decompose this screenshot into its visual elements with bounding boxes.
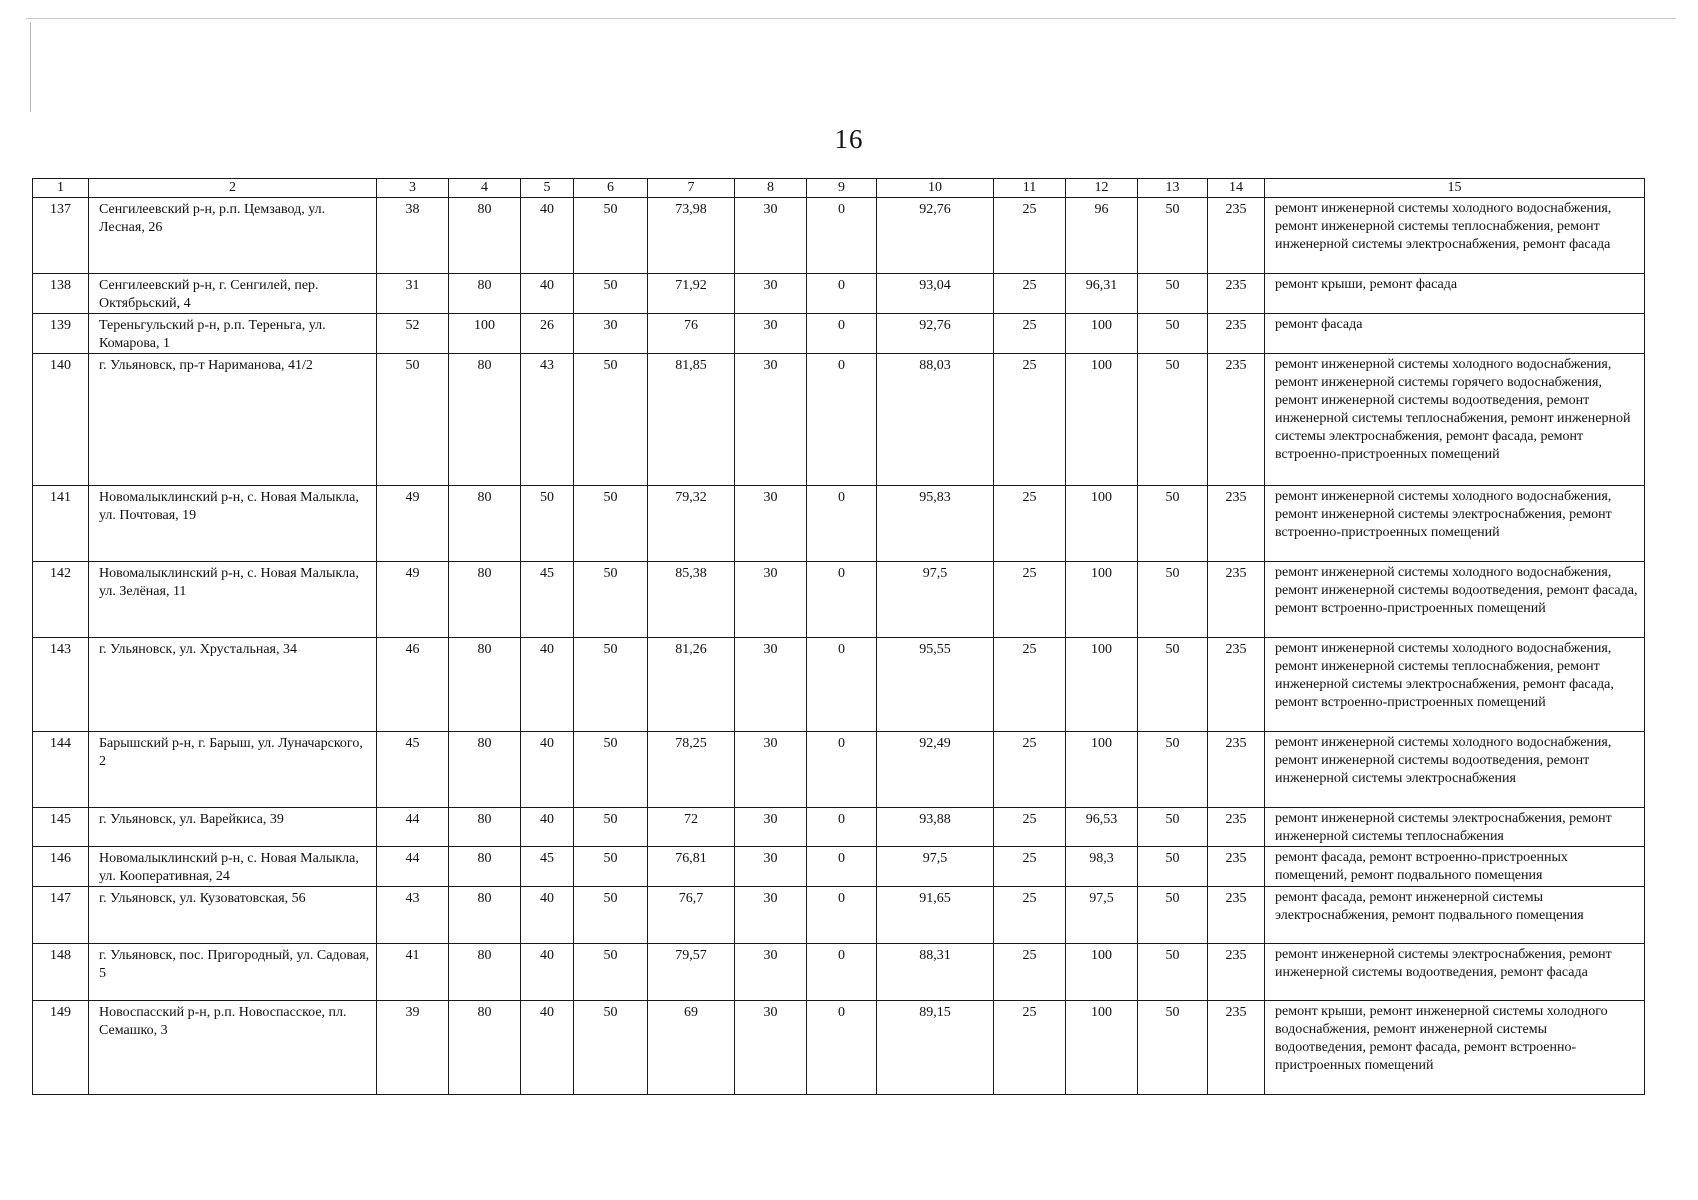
value-cell: 235 [1208,732,1265,808]
value-cell: 0 [807,887,877,944]
value-cell: 25 [994,1001,1066,1095]
value-cell: 50 [574,198,648,274]
value-cell: 76,81 [648,847,735,887]
value-cell: 50 [1138,638,1208,732]
value-cell: 80 [449,732,521,808]
value-cell: 50 [1138,314,1208,354]
value-cell: 97,5 [1066,887,1138,944]
value-cell: 25 [994,314,1066,354]
value-cell: 30 [735,732,807,808]
value-cell: 50 [574,732,648,808]
column-header: 11 [994,179,1066,198]
value-cell: 85,38 [648,562,735,638]
value-cell: 50 [1138,847,1208,887]
value-cell: 235 [1208,808,1265,847]
value-cell: 40 [521,808,574,847]
works-cell: ремонт инженерной системы холодного водоснабжения, ремонт инженерной системы электроснабжения, ремонт встроенно-пристроенных помещений [1265,486,1645,562]
works-cell: ремонт крыши, ремонт фасада [1265,274,1645,314]
row-number-cell: 145 [33,808,89,847]
value-cell: 235 [1208,638,1265,732]
value-cell: 50 [377,354,449,486]
table-row [33,1001,1645,1095]
value-cell: 52 [377,314,449,354]
value-cell: 40 [521,638,574,732]
value-cell: 0 [807,1001,877,1095]
value-cell: 80 [449,638,521,732]
value-cell: 25 [994,486,1066,562]
value-cell: 81,26 [648,638,735,732]
value-cell: 50 [1138,1001,1208,1095]
value-cell: 40 [521,198,574,274]
value-cell: 30 [735,274,807,314]
value-cell: 50 [1138,732,1208,808]
value-cell: 100 [1066,354,1138,486]
value-cell: 49 [377,486,449,562]
value-cell: 96,53 [1066,808,1138,847]
column-header: 6 [574,179,648,198]
value-cell: 79,57 [648,944,735,1001]
table-row [33,314,1645,354]
value-cell: 100 [1066,732,1138,808]
page-number: 16 [834,124,864,154]
value-cell: 235 [1208,354,1265,486]
value-cell: 0 [807,314,877,354]
value-cell: 72 [648,808,735,847]
row-number-cell: 144 [33,732,89,808]
value-cell: 25 [994,732,1066,808]
value-cell: 235 [1208,1001,1265,1095]
works-cell: ремонт инженерной системы холодного водоснабжения, ремонт инженерной системы горячего водоснабжения, ремонт инженерной системы водоотведения, ремонт инженерной системы теплоснабжения, ремонт инженерной системы электроснабжения, ремонт фасада, ремонт встроенно-пристроенных помещений [1265,354,1645,486]
value-cell: 50 [574,887,648,944]
value-cell: 40 [521,1001,574,1095]
table-row [33,808,1645,847]
works-cell: ремонт инженерной системы холодного водоснабжения, ремонт инженерной системы теплоснабжения, ремонт инженерной системы электроснабжения, ремонт фасада [1265,198,1645,274]
value-cell: 92,76 [877,198,994,274]
works-cell: ремонт фасада [1265,314,1645,354]
works-cell: ремонт крыши, ремонт инженерной системы холодного водоснабжения, ремонт инженерной системы водоотведения, ремонт фасада, ремонт встроенно-пристроенных помещений [1265,1001,1645,1095]
table-row [33,887,1645,944]
value-cell: 0 [807,638,877,732]
repair-program-table [32,178,1645,1095]
row-number-cell: 137 [33,198,89,274]
value-cell: 100 [1066,314,1138,354]
address-cell: Новомалыклинский р-н, с. Новая Малыкла, ул. Кооперативная, 24 [89,847,377,887]
value-cell: 80 [449,1001,521,1095]
value-cell: 25 [994,354,1066,486]
works-cell: ремонт инженерной системы холодного водоснабжения, ремонт инженерной системы теплоснабжения, ремонт инженерной системы электроснабжения, ремонт фасада, ремонт встроенно-пристроенных помещений [1265,638,1645,732]
value-cell: 38 [377,198,449,274]
value-cell: 50 [1138,944,1208,1001]
value-cell: 45 [377,732,449,808]
value-cell: 235 [1208,274,1265,314]
value-cell: 0 [807,486,877,562]
works-cell: ремонт фасада, ремонт инженерной системы электроснабжения, ремонт подвального помещения [1265,887,1645,944]
value-cell: 50 [1138,486,1208,562]
value-cell: 92,76 [877,314,994,354]
table-row [33,732,1645,808]
value-cell: 235 [1208,198,1265,274]
table-row [33,354,1645,486]
column-header: 12 [1066,179,1138,198]
value-cell: 25 [994,638,1066,732]
column-header: 10 [877,179,994,198]
value-cell: 235 [1208,562,1265,638]
value-cell: 30 [735,486,807,562]
value-cell: 30 [735,354,807,486]
value-cell: 69 [648,1001,735,1095]
address-cell: Барышский р-н, г. Барыш, ул. Луначарского, 2 [89,732,377,808]
column-header: 3 [377,179,449,198]
value-cell: 50 [574,638,648,732]
value-cell: 30 [735,1001,807,1095]
value-cell: 40 [521,274,574,314]
value-cell: 25 [994,887,1066,944]
value-cell: 235 [1208,847,1265,887]
value-cell: 50 [574,808,648,847]
value-cell: 88,31 [877,944,994,1001]
value-cell: 79,32 [648,486,735,562]
value-cell: 0 [807,944,877,1001]
value-cell: 80 [449,808,521,847]
value-cell: 41 [377,944,449,1001]
column-number-row [33,179,1645,198]
value-cell: 235 [1208,486,1265,562]
value-cell: 100 [1066,638,1138,732]
row-number-cell: 142 [33,562,89,638]
row-number-cell: 148 [33,944,89,1001]
value-cell: 80 [449,944,521,1001]
value-cell: 50 [574,562,648,638]
column-header: 15 [1265,179,1645,198]
value-cell: 93,88 [877,808,994,847]
value-cell: 235 [1208,314,1265,354]
table-row [33,198,1645,274]
row-number-cell: 146 [33,847,89,887]
value-cell: 98,3 [1066,847,1138,887]
value-cell: 25 [994,562,1066,638]
value-cell: 96,31 [1066,274,1138,314]
value-cell: 97,5 [877,847,994,887]
table-row [33,847,1645,887]
value-cell: 96 [1066,198,1138,274]
value-cell: 50 [574,1001,648,1095]
value-cell: 30 [735,638,807,732]
value-cell: 30 [574,314,648,354]
value-cell: 92,49 [877,732,994,808]
address-cell: г. Ульяновск, пос. Пригородный, ул. Садовая, 5 [89,944,377,1001]
value-cell: 100 [1066,1001,1138,1095]
address-cell: Тереньгульский р-н, р.п. Тереньга, ул. Комарова, 1 [89,314,377,354]
value-cell: 88,03 [877,354,994,486]
value-cell: 100 [1066,562,1138,638]
value-cell: 81,85 [648,354,735,486]
address-cell: г. Ульяновск, ул. Варейкиса, 39 [89,808,377,847]
value-cell: 25 [994,808,1066,847]
value-cell: 89,15 [877,1001,994,1095]
value-cell: 91,65 [877,887,994,944]
value-cell: 80 [449,887,521,944]
row-number-cell: 147 [33,887,89,944]
row-number-cell: 141 [33,486,89,562]
address-cell: Новомалыклинский р-н, с. Новая Малыкла, ул. Почтовая, 19 [89,486,377,562]
value-cell: 45 [521,847,574,887]
column-header: 13 [1138,179,1208,198]
value-cell: 30 [735,944,807,1001]
table-row [33,274,1645,314]
table-row [33,944,1645,1001]
row-number-cell: 143 [33,638,89,732]
address-cell: г. Ульяновск, ул. Кузоватовская, 56 [89,887,377,944]
value-cell: 50 [521,486,574,562]
row-number-cell: 138 [33,274,89,314]
address-cell: Сенгилеевский р-н, г. Сенгилей, пер. Октябрьский, 4 [89,274,377,314]
value-cell: 40 [521,887,574,944]
value-cell: 44 [377,847,449,887]
value-cell: 50 [574,274,648,314]
value-cell: 235 [1208,887,1265,944]
value-cell: 40 [521,732,574,808]
column-header: 2 [89,179,377,198]
works-cell: ремонт инженерной системы холодного водоснабжения, ремонт инженерной системы водоотведения, ремонт фасада, ремонт встроенно-пристроенных помещений [1265,562,1645,638]
value-cell: 30 [735,198,807,274]
value-cell: 45 [521,562,574,638]
value-cell: 43 [377,887,449,944]
column-header: 1 [33,179,89,198]
value-cell: 30 [735,562,807,638]
scan-edge [26,18,1676,19]
value-cell: 44 [377,808,449,847]
value-cell: 50 [1138,274,1208,314]
value-cell: 50 [574,354,648,486]
address-cell: Новоспасский р-н, р.п. Новоспасское, пл. Семашко, 3 [89,1001,377,1095]
value-cell: 0 [807,198,877,274]
value-cell: 80 [449,486,521,562]
table-row [33,562,1645,638]
row-number-cell: 139 [33,314,89,354]
table-row [33,486,1645,562]
value-cell: 95,55 [877,638,994,732]
value-cell: 50 [1138,562,1208,638]
value-cell: 30 [735,314,807,354]
value-cell: 80 [449,847,521,887]
value-cell: 0 [807,847,877,887]
value-cell: 50 [574,944,648,1001]
column-header: 14 [1208,179,1265,198]
column-header: 4 [449,179,521,198]
table-row [33,638,1645,732]
value-cell: 71,92 [648,274,735,314]
value-cell: 50 [574,486,648,562]
value-cell: 76,7 [648,887,735,944]
value-cell: 0 [807,354,877,486]
value-cell: 100 [1066,944,1138,1001]
value-cell: 26 [521,314,574,354]
value-cell: 235 [1208,944,1265,1001]
value-cell: 0 [807,732,877,808]
value-cell: 76 [648,314,735,354]
column-header: 9 [807,179,877,198]
value-cell: 0 [807,808,877,847]
row-number-cell: 140 [33,354,89,486]
column-header: 7 [648,179,735,198]
address-cell: г. Ульяновск, ул. Хрустальная, 34 [89,638,377,732]
value-cell: 50 [1138,354,1208,486]
column-header: 5 [521,179,574,198]
scan-edge [30,22,31,112]
value-cell: 30 [735,847,807,887]
value-cell: 0 [807,274,877,314]
value-cell: 80 [449,562,521,638]
value-cell: 49 [377,562,449,638]
works-cell: ремонт инженерной системы электроснабжения, ремонт инженерной системы теплоснабжения [1265,808,1645,847]
value-cell: 100 [449,314,521,354]
works-cell: ремонт фасада, ремонт встроенно-пристроенных помещений, ремонт подвального помещения [1265,847,1645,887]
value-cell: 30 [735,887,807,944]
value-cell: 40 [521,944,574,1001]
value-cell: 30 [735,808,807,847]
value-cell: 25 [994,274,1066,314]
address-cell: Сенгилеевский р-н, р.п. Цемзавод, ул. Лесная, 26 [89,198,377,274]
value-cell: 43 [521,354,574,486]
value-cell: 50 [1138,198,1208,274]
value-cell: 50 [574,847,648,887]
value-cell: 100 [1066,486,1138,562]
works-cell: ремонт инженерной системы холодного водоснабжения, ремонт инженерной системы водоотведения, ремонт инженерной системы электроснабжения [1265,732,1645,808]
value-cell: 25 [994,847,1066,887]
value-cell: 0 [807,562,877,638]
value-cell: 95,83 [877,486,994,562]
value-cell: 50 [1138,808,1208,847]
value-cell: 80 [449,354,521,486]
value-cell: 39 [377,1001,449,1095]
value-cell: 31 [377,274,449,314]
value-cell: 25 [994,198,1066,274]
column-header: 8 [735,179,807,198]
address-cell: г. Ульяновск, пр-т Нариманова, 41/2 [89,354,377,486]
value-cell: 50 [1138,887,1208,944]
value-cell: 97,5 [877,562,994,638]
row-number-cell: 149 [33,1001,89,1095]
value-cell: 80 [449,274,521,314]
address-cell: Новомалыклинский р-н, с. Новая Малыкла, ул. Зелёная, 11 [89,562,377,638]
value-cell: 93,04 [877,274,994,314]
works-cell: ремонт инженерной системы электроснабжения, ремонт инженерной системы водоотведения, ремонт фасада [1265,944,1645,1001]
value-cell: 25 [994,944,1066,1001]
value-cell: 80 [449,198,521,274]
value-cell: 78,25 [648,732,735,808]
value-cell: 73,98 [648,198,735,274]
value-cell: 46 [377,638,449,732]
